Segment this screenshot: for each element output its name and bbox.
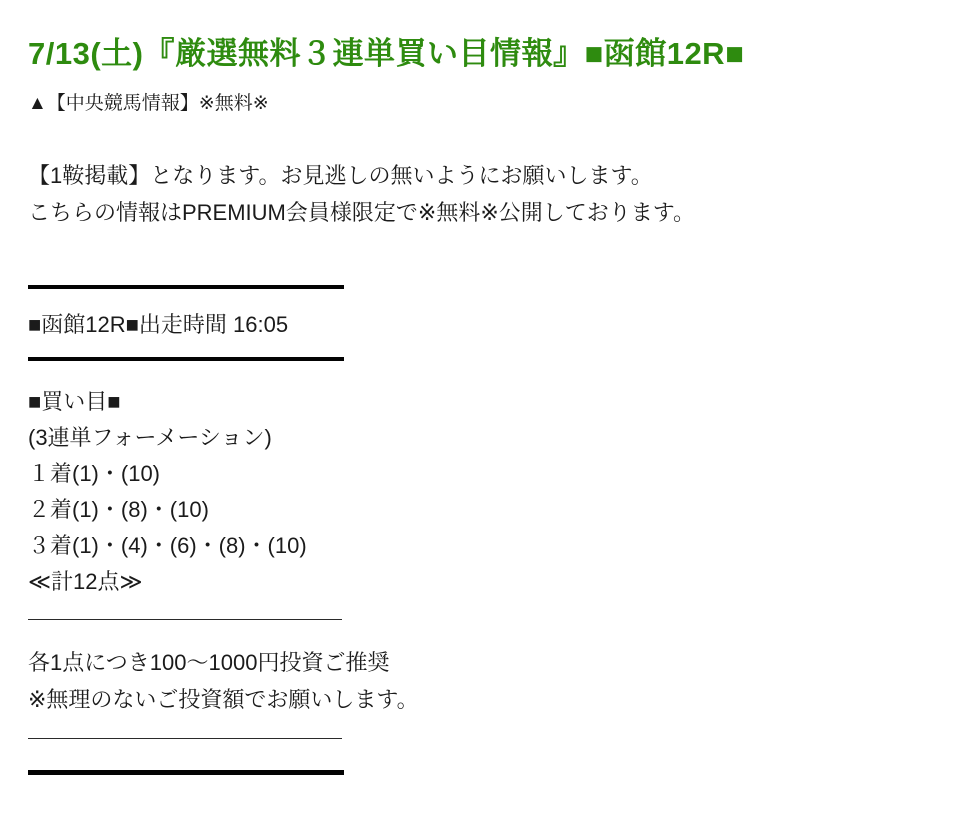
intro-line-2: こちらの情報はPREMIUM会員様限定で※無料※公開しております。 [28,200,695,225]
category-subtitle: ▲【中央競馬情報】※無料※ [28,93,269,114]
race-info-line: ■函館12R■出走時間 16:05 [28,312,289,337]
advice-line-2: ※無理のないご投資額でお願いします。 [28,687,419,712]
investment-advice [28,644,939,718]
bet-row-2nd: ２着(1)・(8)・(10) [28,497,209,522]
bet-list-header: ■買い目■ [28,389,121,414]
bet-row-1st: １着(1)・(10) [28,461,161,486]
bet-list [28,384,939,600]
bet-total: ≪計12点≫ [28,569,143,594]
intro-paragraph [28,157,939,231]
page-title: 7/13(土)『厳選無料３連単買い目情報』■函館12R■ [28,36,745,71]
advice-line-1: 各1点につき100～1000円投資ご推奨 [28,650,390,675]
divider-thick-top [28,285,344,289]
bet-row-3rd: ３着(1)・(4)・(6)・(8)・(10) [28,533,307,558]
intro-line-1: 【1鞍掲載】となります。お見逃しの無いようにお願いします。 [28,163,653,188]
divider-thick-under-race [28,357,344,361]
divider-thin-below-advice [28,738,342,739]
divider-thin-above-advice [28,619,342,620]
bet-method: (3連単フォーメーション) [28,425,272,450]
divider-thick-bottom [28,770,344,775]
